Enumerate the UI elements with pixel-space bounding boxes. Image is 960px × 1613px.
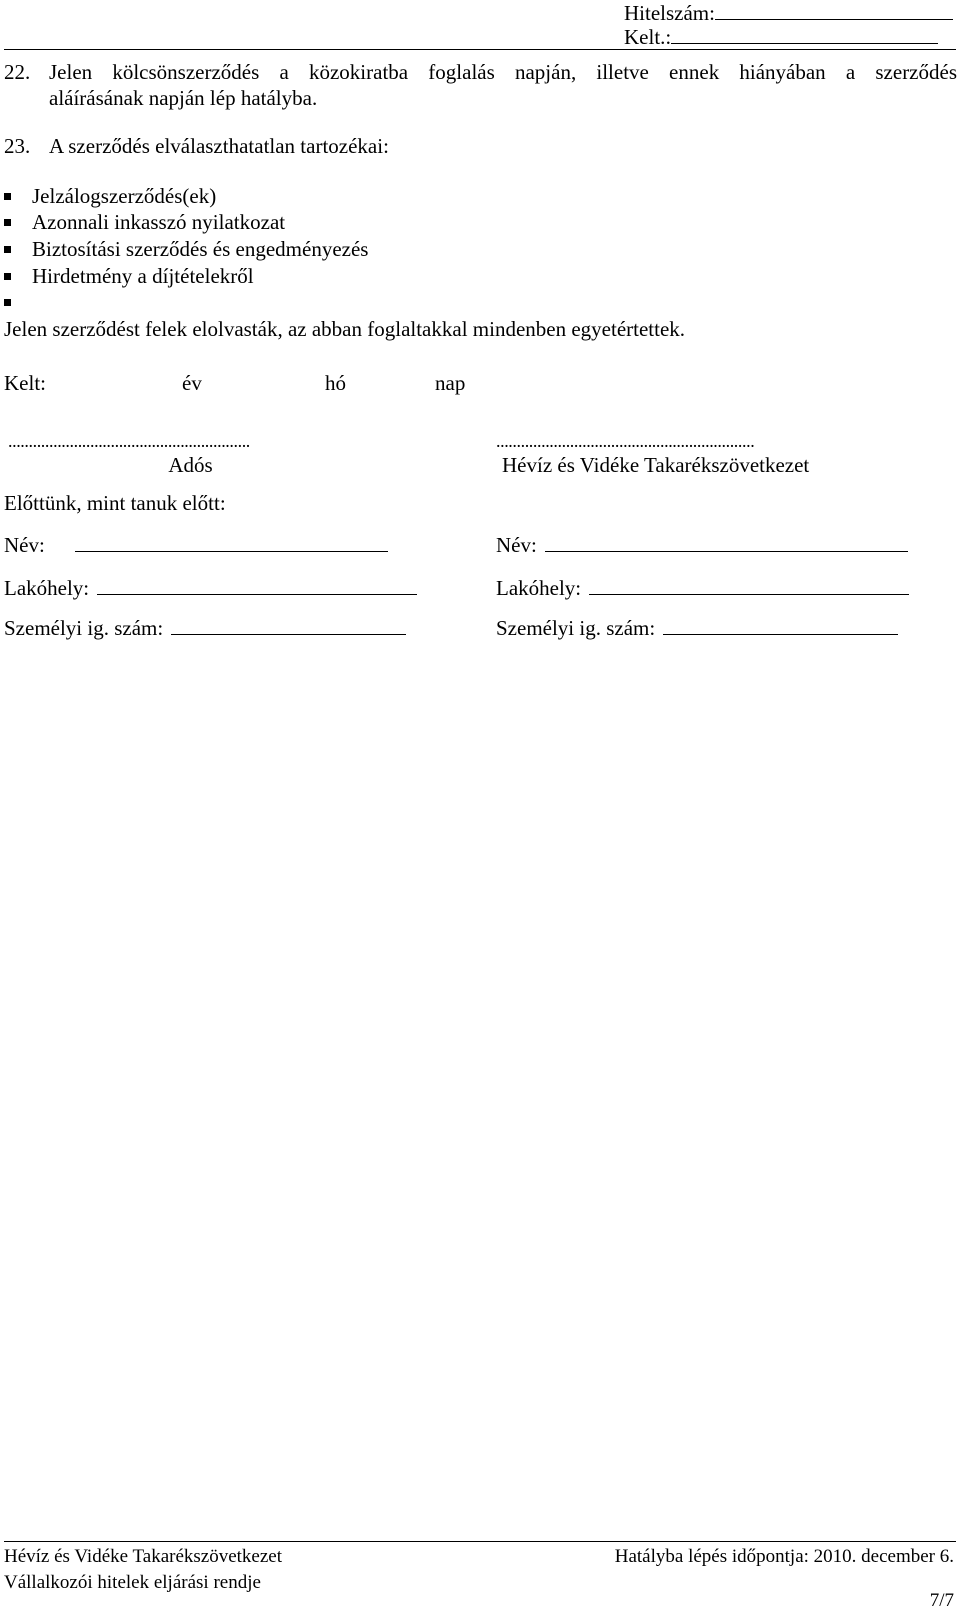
bullet-icon xyxy=(4,219,11,226)
witness2-id-field xyxy=(496,615,898,641)
attachment-item: Hirdetmény a díjtételekről xyxy=(4,263,254,289)
attachment-item xyxy=(4,289,32,315)
date-line-kelt: Kelt: xyxy=(4,371,46,395)
loan-number-blank xyxy=(715,1,953,20)
clause-22-line1: Jelen kölcsönszerződés a közokiratba foglalás napján, illetve ennek hiányában a szerződés xyxy=(49,60,957,84)
witness2-name-field xyxy=(496,532,908,558)
bank-signature-line: ............................................................... xyxy=(496,431,755,451)
date-line-ho: hó xyxy=(325,371,346,395)
witness1-address-label: Lakóhely: xyxy=(4,576,90,600)
footer-effective-date: Hatályba lépés időpontja: 2010. december 6. xyxy=(614,1546,954,1567)
witness1-name-label: Név: xyxy=(4,533,45,557)
witness2-address-label: Lakóhely: xyxy=(496,576,582,600)
attachment-item: Azonnali inkasszó nyilatkozat xyxy=(4,209,285,235)
witness1-name-field xyxy=(4,532,388,558)
bank-label: Hévíz és Vidéke Takarékszövetkezet xyxy=(502,453,810,477)
attachment-item: Jelzálogszerződés(ek) xyxy=(4,183,216,209)
witness2-address-field xyxy=(496,575,909,601)
witness1-address-blank xyxy=(97,576,417,595)
header-date-label: Kelt.: xyxy=(624,25,672,49)
debtor-label: Adós xyxy=(168,453,213,477)
agreement-text: Jelen szerződést felek elolvasták, az abban foglaltakkal mindenben egyetértettek. xyxy=(4,317,686,341)
bullet-icon xyxy=(4,246,11,253)
clause-22-number: 22. xyxy=(4,60,31,84)
date-line-nap: nap xyxy=(435,371,466,395)
witness1-id-blank xyxy=(171,616,406,635)
witness2-id-label: Személyi ig. szám: xyxy=(496,616,656,640)
loan-number-label: Hitelszám: xyxy=(624,1,715,25)
witness1-address-field xyxy=(4,575,417,601)
clause-23-number: 23. xyxy=(4,134,31,158)
witness2-name-label: Név: xyxy=(496,533,537,557)
witness2-name-blank xyxy=(545,533,908,552)
date-line-ev: év xyxy=(182,371,202,395)
witness1-name-blank xyxy=(75,533,388,552)
bullet-icon xyxy=(4,299,11,306)
clause-23-text: A szerződés elválaszthatatlan tartozékai: xyxy=(49,134,389,158)
witness2-id-blank xyxy=(663,616,898,635)
clause-22-line2: aláírásának napján lép hatályba. xyxy=(49,86,318,110)
witness1-id-field xyxy=(4,615,406,641)
footer-org: Hévíz és Vidéke Takarékszövetkezet xyxy=(4,1546,283,1567)
footer-doc-title: Vállalkozói hitelek eljárási rendje xyxy=(4,1572,261,1593)
debtor-signature-line: ........................................................... xyxy=(8,431,250,451)
witness-intro: Előttünk, mint tanuk előtt: xyxy=(4,491,226,515)
header-rule xyxy=(4,49,956,50)
bullet-icon xyxy=(4,193,11,200)
loan-number-field xyxy=(624,0,953,26)
bullet-icon xyxy=(4,273,11,280)
witness1-id-label: Személyi ig. szám: xyxy=(4,616,164,640)
header-date-blank xyxy=(671,25,938,44)
page-number: 7/7 xyxy=(929,1590,954,1611)
footer-rule xyxy=(4,1541,956,1542)
witness2-address-blank xyxy=(589,576,909,595)
attachment-item: Biztosítási szerződés és engedményezés xyxy=(4,236,368,262)
header-date-field xyxy=(624,24,938,50)
